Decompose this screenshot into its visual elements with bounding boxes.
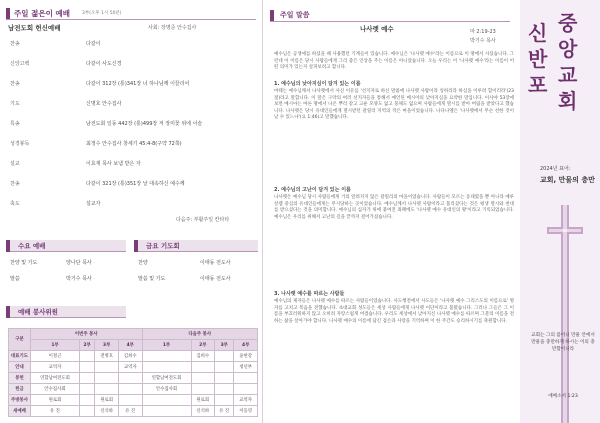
section-marker [270,10,274,21]
order-row [8,178,258,191]
volunteer-cell [215,373,234,384]
volunteer-cell: 교역자 [118,362,142,373]
sermon-point-heading: 2. 예수님의 고난이 담겨 있는 이름 [274,187,351,193]
volunteer-cell: 교역자 [31,362,80,373]
volunteer-cell [215,362,234,373]
volunteer-row-label: 안내 [9,362,31,373]
volunteer-cell [234,384,258,395]
service-title: 남전도회 헌신예배 [8,24,61,32]
logo-char: 중 [558,11,578,35]
wednesday-row-label: 찬양 및 기도 [10,260,38,266]
section-marker [6,306,10,318]
volunteer-cell: 김희수 [118,351,142,362]
order-value: 다같이 321장 (통)351장 날 대속하신 예수께 [86,181,185,187]
volunteer-header-cell: 2부 [79,340,94,351]
service-section-subtitle: 3부(오후 1시 50분) [82,11,122,16]
sermon-paragraph: 마태는 예수님께서 나사렛에서 사신 이유를 '선지자로 하신 말씀에 나사렛 사람이라 칭하리라 하심을 이루려 함이러라'(23절)라고 말합니다. 이 말은 구약의 여러 선지자들을 통해서 예언된 메시아의 낮아지심을 요약한 말입니다. 이사야 53장에 보면 메시아는 마른 땅에서 나온 뿌리 같고 고운 모양도 없고 풍채도 없으며 사람들에게 멸시를 받아 버림을 받았다고 했습니다. 나사렛은 당시 유대인들에게 멸시받던 갈릴리 지역의 작은 마을이었습니다. 나다나엘은 '나사렛에서 무슨 선한 것이 날 수 있느냐'(요 1:46)고 말했습니다. [274,89,514,121]
volunteer-cell: 청년부 [234,362,258,373]
volunteer-header-cell: 4부 [234,340,258,351]
volunteer-row [9,362,258,373]
order-label: 신앙고백 [10,61,30,67]
volunteer-cell: 원로회 [31,395,80,406]
order-value: 남전도회 일동 442장 (통)499장 저 장미꽃 위에 이슬 [86,121,203,127]
volunteer-cell [215,384,234,395]
volunteer-cell [95,373,119,384]
order-row [8,118,258,131]
bulletin-left-panel [0,0,262,423]
volunteer-cell [79,351,94,362]
service-section-header [6,8,256,20]
order-value: 다같이 312장 (통)341장 너 하나님께 이끌리어 [86,81,190,87]
volunteer-cell: 연합남여전도회 [31,373,80,384]
order-row [8,98,258,111]
sermon-paragraph: 나사렛은 예수님 당시 사람들에게 거의 알려지지 않은 갈릴리의 마을이었습니다. 사람들이 모르는 동네였을 뿐 아니라 예루살렘 중심의 유대인들에게는 무시당하는 곳이었습니다. 예수님께서 나사렛 사람이라고 불리셨다는 것은 평생 멸시와 천대를 받으셨다는 것을 의미합니다. 예수님의 십자가 위에 붙여진 죄패에도 '나사렛 예수 유대인의 왕'이라고 기록되었습니다. 예수님은 우리를 위해서 고난의 길을 끝까지 걸어가셨습니다. [274,195,514,220]
volunteer-header-cell: 1부 [31,340,80,351]
logo-char: 포 [528,73,548,97]
order-value: 다같이 사도신경 [86,61,122,67]
order-label: 특송 [10,121,20,127]
volunteer-row [9,384,258,395]
order-value: 이효재 목사 보냄 받은 자 [86,161,141,167]
volunteer-cell: 유 진 [215,406,234,417]
friday-section-header [134,240,258,252]
logo-char: 반 [528,47,548,71]
order-row [8,78,258,91]
sermon-preacher: 박기수 목사 [470,38,496,44]
order-label: 축도 [10,201,20,207]
friday-row-label: 찬양 [138,260,148,266]
order-label: 찬송 [10,81,20,87]
volunteer-header-cell: 3부 [215,340,234,351]
order-label: 성경봉독 [10,141,30,147]
friday-row-label: 말씀 및 기도 [138,276,166,282]
page-divider [262,0,263,423]
volunteer-row-label: 대표기도 [9,351,31,362]
volunteer-cell [79,384,94,395]
friday-row-value: 이태동 전도사 [200,260,231,266]
volunteer-cell [79,362,94,373]
order-value: 설교자 [86,201,101,207]
volunteer-cell: 유 진 [118,406,142,417]
order-label: 기도 [10,101,20,107]
volunteer-cell [191,373,215,384]
volunteer-cell [191,384,215,395]
volunteer-cell [215,351,234,362]
volunteer-cell: 안수집사회 [31,384,80,395]
volunteer-cell [142,406,191,417]
order-row [8,138,258,151]
volunteer-header-cell: 2부 [191,340,215,351]
volunteer-cell: 김희수 [191,351,215,362]
sermon-section-header [270,10,510,22]
volunteer-cell [142,351,191,362]
volunteer-cell [79,406,94,417]
volunteer-table-body [9,351,258,417]
volunteer-cell [215,395,234,406]
logo-char: 신 [528,21,548,45]
volunteer-row-label: 새예배 [9,406,31,417]
wednesday-row-value: 양나단 목사 [66,260,92,266]
volunteer-header-cell: 구분 [9,329,31,351]
theme-label: 2024년 표어: [540,166,571,172]
volunteer-cell [118,373,142,384]
volunteer-cell [118,384,142,395]
service-section-title: 주일 젊은이 예배 [14,9,70,18]
section-marker [6,240,10,252]
volunteer-header-cell: 다음주 봉사 [142,329,257,340]
church-logo [528,12,596,112]
volunteer-row [9,351,258,362]
wednesday-row-value: 박기수 목사 [66,276,92,282]
volunteer-cell: 신석하 [95,406,119,417]
sermon-intro: 예수님은 공생애를 하셨을 때 사용했던 기계들이 있습니다. 예수님은 '나사렛 예수'라는 이름으로 이 땅에서 사셨습니다. 그런데 이 이름은 당시 사람들에게 그리 좋은 인상을 주는 이름은 아니었습니다. 오늘 우리는 이 '나사렛 예수'라는 이름이 어떤 의미가 있는지 살펴보려고 합니다. [274,52,514,71]
order-value: 신명호 안수집사 [86,101,122,107]
volunteer-cell [95,384,119,395]
volunteer-cell: 전병호 [95,351,119,362]
order-row [8,198,258,211]
volunteer-subheader-row [9,340,258,351]
service-host: 사회: 장명준 안수집사 [148,25,197,31]
volunteer-row [9,395,258,406]
volunteer-row-label: 봉헌 [9,373,31,384]
section-marker [6,8,10,19]
order-label: 찬송 [10,41,20,47]
volunteer-cell [142,362,191,373]
next-week-note: 다음주: 부활주일 칸타타 [176,217,230,223]
order-value: 다같이 [86,41,101,47]
volunteer-header-cell: 이번주 봉사 [31,329,143,340]
cover-verse: 교회는 그의 몸이니 만물 안에서 만물을 충만하게 하시는 이의 충만함이니라 [531,333,595,352]
volunteer-cell: 신석하 [191,406,215,417]
volunteer-header-row [9,329,258,340]
volunteer-cell: 교역자 [234,395,258,406]
volunteer-cell [142,395,191,406]
order-row [8,158,258,171]
volunteer-cell: 이동영 [234,406,258,417]
section-marker [134,240,138,252]
volunteer-cell: 이철근 [31,351,80,362]
wednesday-section-header [6,240,126,252]
wednesday-row-label: 말씀 [10,276,20,282]
volunteer-cell [118,395,142,406]
volunteer-cell: 유 진 [31,406,80,417]
order-value: 최정수 안수집사 창세기 45:4-8(구약 72쪽) [86,141,182,147]
logo-char: 교 [558,63,578,87]
volunteer-header-cell: 3부 [95,340,119,351]
volunteer-section-header [6,306,126,318]
volunteer-title: 예배 봉사위원 [18,308,58,316]
volunteer-header-cell: 1부 [142,340,191,351]
theme-text: 교회, 만물의 충만 [540,176,595,184]
sermon-reference: 마 2:19-23 [470,29,496,35]
sermon-title: 나사렛 예수 [360,25,394,33]
cross-icon [545,205,585,423]
logo-char: 회 [558,89,578,113]
cover-verse-reference: 에베소서 1:23 [548,394,578,399]
volunteer-cell: 연합남여전도회 [142,373,191,384]
order-label: 설교 [10,161,20,167]
volunteer-row [9,373,258,384]
order-row [8,58,258,71]
volunteer-cell: 안수집사회 [142,384,191,395]
volunteer-cell: 원로회 [191,395,215,406]
sermon-point-heading: 3. 나사렛 예수를 따르는 사람들 [274,291,345,297]
volunteer-cell [79,373,94,384]
volunteer-cell [79,395,94,406]
volunteer-cell [95,362,119,373]
volunteer-row-label: 헌금 [9,384,31,395]
volunteer-table [8,328,258,417]
sermon-paragraph: 예수님의 제자들은 나사렛 예수를 따르는 사람들이었습니다. 사도행전에서 사도들은 '나사렛 예수 그리스도의 이름으로' 병자를 고치고 복음을 전했습니다. 초대교회 성도들은 세상 사람들에게 나사렛 이단이라고 불렸습니다. 그러나 그들은 그 이름을 부끄러워하지 않고 오히려 자랑스럽게 여겼습니다. 우리도 세상에서 낮아지신 나사렛 예수를 따르며 그분의 이름을 전하는 삶을 살아가야 합니다. 나사렛 예수의 이름에 담긴 겸손과 사랑을 기억하며 이 한 주간도 승리하시기를 축원합니다. [274,299,514,324]
sermon-point-heading: 1. 예수님의 낮아지심이 담겨 있는 이름 [274,81,361,87]
order-label: 찬송 [10,181,20,187]
volunteer-header-cell: 4부 [118,340,142,351]
volunteer-cell: 윤현강 [234,351,258,362]
wednesday-title: 수요 예배 [18,242,46,250]
volunteer-row [9,406,258,417]
volunteer-cell: 원로회 [95,395,119,406]
sermon-section-title: 주일 말씀 [280,11,310,19]
volunteer-cell [191,362,215,373]
friday-title: 금요 기도회 [146,242,180,250]
volunteer-row-label: 주방봉사 [9,395,31,406]
logo-char: 앙 [558,37,578,61]
order-row [8,38,258,51]
friday-row-value: 이태동 전도사 [200,276,231,282]
volunteer-cell [234,373,258,384]
